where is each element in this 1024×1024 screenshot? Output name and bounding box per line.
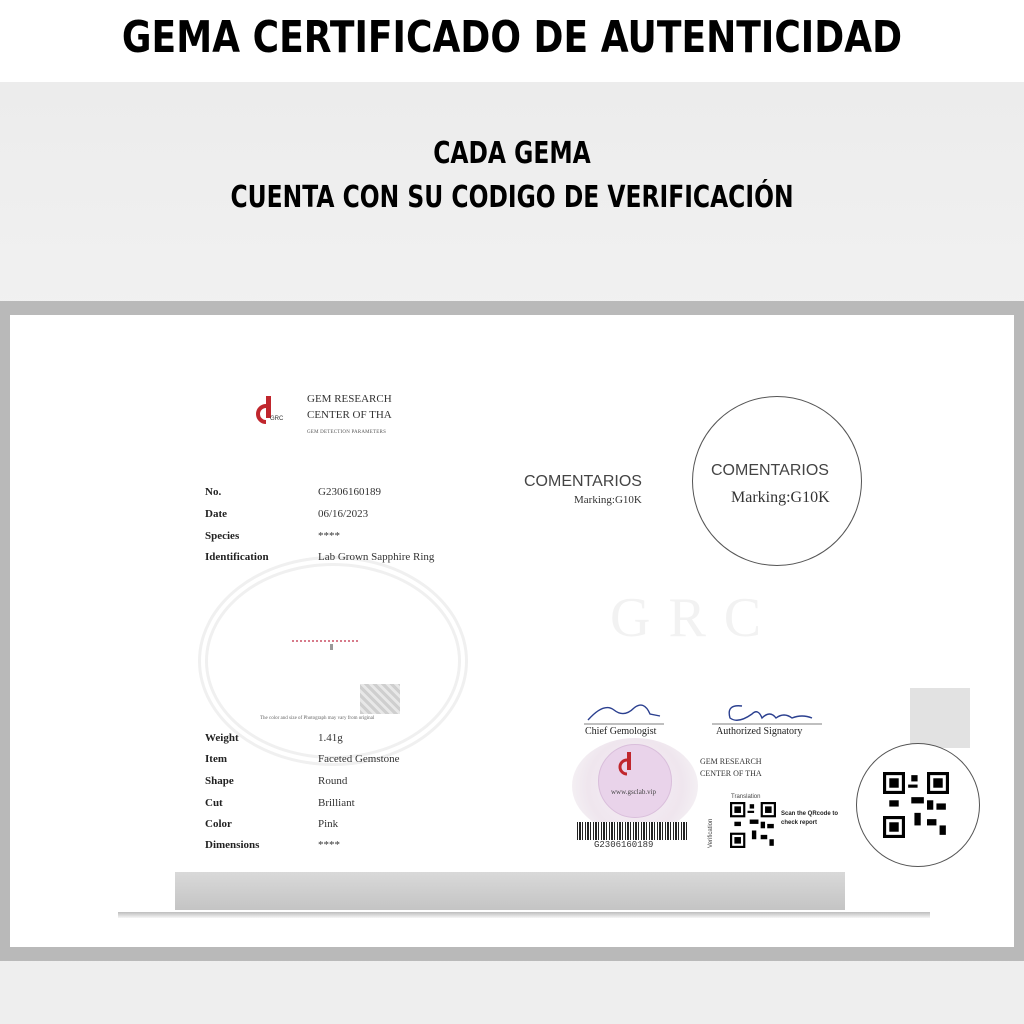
grc-logo-icon [258, 396, 282, 426]
barcode-number: G2306160189 [594, 840, 654, 850]
subtitle-line-2: CUENTA CON SU CODIGO DE VERIFICACIÓN [230, 180, 794, 215]
comments-value: Marking:G10K [574, 494, 642, 506]
field-value-dimensions: **** [318, 839, 340, 851]
field-value-cut: Brilliant [318, 797, 355, 809]
verification-label: Verification [708, 818, 714, 848]
field-value-date: 06/16/2023 [318, 508, 369, 520]
logo-name-line2: CENTER OF THA [307, 409, 392, 421]
field-value-weight: 1.41g [318, 732, 343, 744]
certificate-paper [10, 315, 1014, 947]
field-value-no: G2306160189 [318, 486, 381, 498]
gem-ring-stone [330, 644, 333, 650]
logo-mark-text: GRC [270, 416, 284, 422]
comments-zoom-label: COMENTARIOS [711, 462, 829, 479]
certificate-bottom-bar [175, 872, 845, 910]
seal-logo-icon [620, 752, 642, 778]
certificate-shadow [118, 912, 930, 918]
comments-zoom-value: Marking:G10K [731, 489, 830, 506]
field-label-color: Color [205, 818, 232, 830]
authorized-signatory-label: Authorized Signatory [716, 726, 803, 737]
field-value-identification: Lab Grown Sapphire Ring [318, 551, 435, 563]
comments-zoom-circle [692, 396, 862, 566]
field-value-shape: Round [318, 775, 348, 787]
gem-ring-image [292, 640, 358, 646]
page-title: GEMA CERTIFICADO DE AUTENTICIDAD [121, 12, 903, 63]
translation-label: Translation [731, 794, 761, 800]
field-label-no: No. [205, 486, 222, 498]
scan-instructions: Scan the QRcode to check report [781, 811, 839, 826]
barcode [577, 822, 689, 840]
photo-caption: The color and size of Photograph may vary from original [260, 716, 375, 721]
signature-shadow-panel [910, 688, 970, 748]
gem-photo [360, 684, 400, 714]
field-label-identification: Identification [205, 551, 269, 563]
field-label-shape: Shape [205, 775, 234, 787]
field-label-cut: Cut [205, 797, 223, 809]
logo-tagline: GEM DETECTION PARAMETERS [307, 430, 387, 435]
field-label-date: Date [205, 508, 227, 520]
grc-watermark: GRC [610, 587, 780, 649]
seal-url: www.gsclab.vip [611, 788, 657, 796]
field-label-item: Item [205, 753, 227, 765]
qr-code-zoom-icon[interactable] [883, 772, 949, 838]
field-value-species: **** [318, 530, 340, 542]
chief-gemologist-label: Chief Gemologist [585, 726, 657, 737]
qr-code-icon[interactable] [730, 802, 776, 848]
certificate-frame [0, 301, 1024, 961]
field-label-dimensions: Dimensions [205, 839, 260, 851]
field-label-species: Species [205, 530, 240, 542]
subtitle-line-1: CADA GEMA [433, 136, 591, 171]
lab-name-line1: GEM RESEARCH [700, 757, 762, 766]
authorized-signature [712, 696, 822, 726]
field-value-item: Faceted Gemstone [318, 753, 400, 765]
comments-label: COMENTARIOS [524, 473, 642, 490]
logo-name-line1: GEM RESEARCH [307, 393, 392, 405]
field-value-color: Pink [318, 818, 339, 830]
chief-signature [584, 696, 664, 726]
field-label-weight: Weight [205, 732, 239, 744]
lab-name-line2: CENTER OF THA [700, 769, 762, 778]
